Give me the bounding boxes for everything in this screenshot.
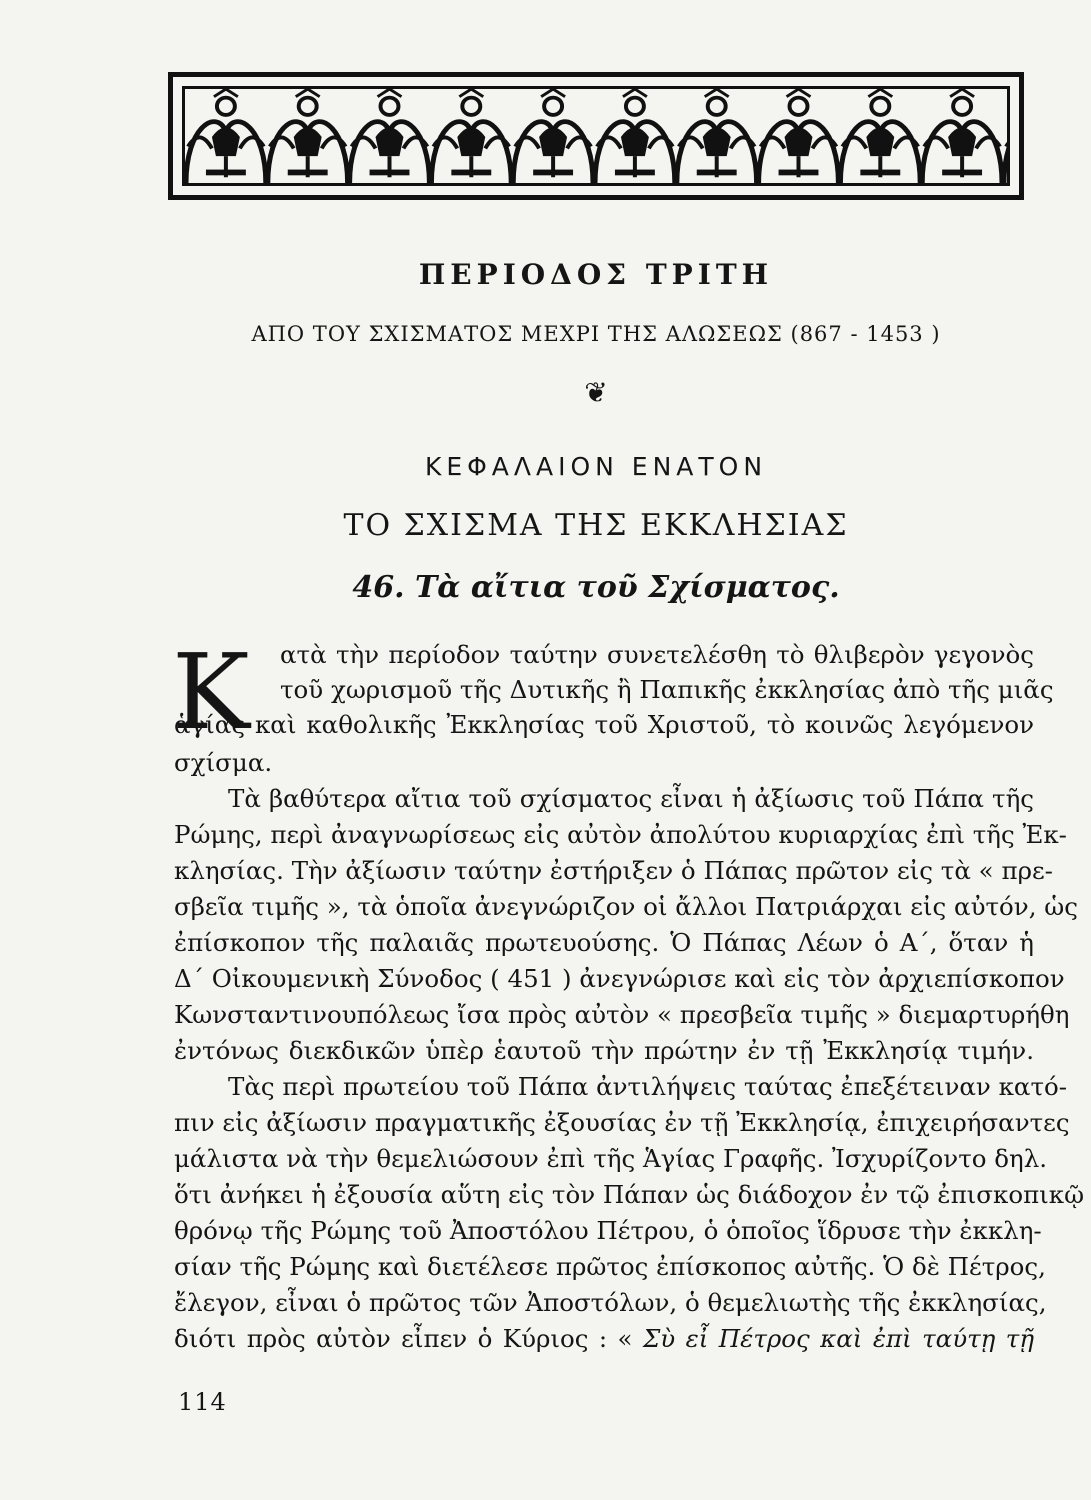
text-line: σβεῖα τιμῆς », τὰ ὁποῖα ἀνεγνώριζον οἱ ἄλλοι Πατριάρχαι εἰς αὐτόν, ὡς — [174, 892, 1078, 921]
ornament-pattern-graphic — [185, 89, 1007, 183]
part-title: ΠΕΡΙΟΔΟΣ ΤΡΙΤΗ — [418, 258, 774, 291]
text-line: σίαν τῆς Ρώμης καὶ διετέλεσε πρῶτος ἐπίσκοπος αὐτῆς. Ὁ δὲ Πέτρος, — [174, 1252, 1046, 1281]
fleuron-icon: ❦ — [584, 376, 608, 409]
text-plain: διότι πρὸς αὐτὸν εἶπεν ὁ Κύριος : « — [174, 1324, 633, 1353]
chapter-subtitle: ΤΟ ΣΧΙΣΜΑ ΤΗΣ ΕΚΚΛΗΣΙΑΣ — [343, 508, 849, 543]
text-line: Δ΄ Οἰκουμενικὴ Σύνοδος ( 451 ) ἀνεγνώρισε καὶ εἰς τὸν ἀρχιεπίσκοπον — [174, 964, 1065, 993]
ornamental-header-band — [168, 72, 1024, 200]
text-line: θρόνῳ τῆς Ρώμης τοῦ Ἀποστόλου Πέτρου, ὁ ὁποῖος ἵδρυσε τὴν ἐκκλη- — [174, 1216, 1042, 1245]
text-line: Ρώμης, περὶ ἀναγνωρίσεως εἰς αὐτὸν ἀπολύτου κυριαρχίας ἐπὶ τῆς Ἐκ- — [174, 820, 1067, 849]
drop-cap: Κ — [172, 631, 250, 753]
text-line: πιν εἰς ἀξίωσιν πραγματικῆς ἐξουσίας ἐν τῇ Ἐκκλησίᾳ, ἐπιχειρήσαντες — [174, 1108, 1070, 1137]
text-line: μάλιστα νὰ τὴν θεμελιώσουν ἐπὶ τῆς Ἁγίας Γραφῆς. Ἰσχυρίζοντο δηλ. — [174, 1144, 1048, 1173]
text-line: Κωνσταντινουπόλεως ἴσα πρὸς αὐτὸν « πρεσβεῖα τιμῆς » διεμαρτυρήθη — [174, 1000, 1070, 1029]
section-title: 46. Τὰ αἴτια τοῦ Σχίσματος. — [352, 570, 840, 605]
text-line: Τὰς περὶ πρωτείου τοῦ Πάπα ἀντιλήψεις ταύτας ἐπεξέτειναν κατό- — [228, 1072, 1068, 1101]
text-line: ἐντόνως διεκδικῶν ὑπὲρ ἑαυτοῦ τὴν πρώτην ἐν τῇ Ἐκκλησίᾳ τιμήν. — [174, 1036, 1034, 1065]
text-line: ὅτι ἀνήκει ἡ ἐξουσία αὕτη εἰς τὸν Πάπαν ὡς διάδοχον ἐν τῷ ἐπισκοπικῷ — [174, 1180, 1085, 1209]
text-line: ατὰ τὴν περίοδον ταύτην συνετελέσθη τὸ θλιβερὸν γεγονὸς — [280, 640, 1034, 669]
text-line-last — [174, 1322, 1034, 1356]
text-line: τοῦ χωρισμοῦ τῆς Δυτικῆς ἢ Παπικῆς ἐκκλησίας ἀπὸ τῆς μιᾶς — [280, 675, 1054, 704]
chapter-title: ΚΕΦΑΛΑΙΟΝ ΕΝΑΤΟΝ — [424, 452, 768, 481]
text-line: σχίσμα. — [174, 748, 273, 777]
text-line: Τὰ βαθύτερα αἴτια τοῦ σχίσματος εἶναι ἡ ἀξίωσις τοῦ Πάπα τῆς — [228, 784, 1034, 813]
page-number: 114 — [178, 1388, 227, 1416]
text-line: ἐπίσκοπον τῆς παλαιᾶς πρωτευούσης. Ὁ Πάπας Λέων ὁ Α΄, ὅταν ἡ — [174, 928, 1034, 957]
text-line: ἔλεγον, εἶναι ὁ πρῶτος τῶν Ἀποστόλων, ὁ θεμελιωτὴς τῆς ἐκκλησίας, — [174, 1288, 1047, 1317]
text-line: κλησίας. Τὴν ἀξίωσιν ταύτην ἐστήριξεν ὁ Πάπας πρῶτον εἰς τὰ « πρε- — [174, 856, 1053, 885]
quote-italic: Σὺ εἶ Πέτρος καὶ ἐπὶ ταύτῃ τῇ — [642, 1324, 1034, 1353]
part-subtitle: ΑΠΟ ΤΟΥ ΣΧΙΣΜΑΤΟΣ ΜΕΧΡΙ ΤΗΣ ΑΛΩΣΕΩΣ (867 - 1453 ) — [251, 322, 941, 346]
text-line: ἁγίας καὶ καθολικῆς Ἐκκλησίας τοῦ Χριστοῦ, τὸ κοινῶς λεγόμενον — [174, 710, 1034, 739]
